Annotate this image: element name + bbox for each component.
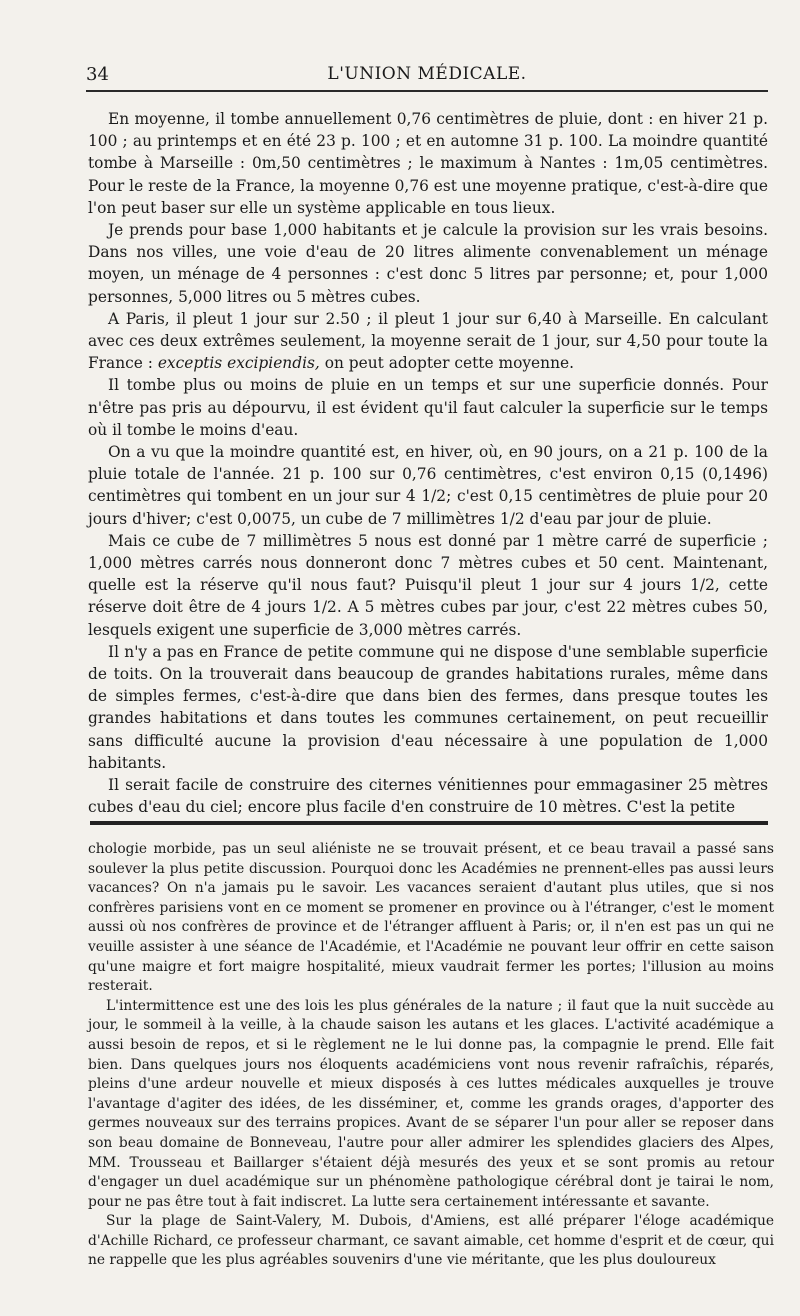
- paragraph: Sur la plage de Saint-Valery, M. Dubois, d'Amiens, est allé préparer l'éloge académique d'Achille Richard, ce professeur charmant, ce savant aimable, cet homme d'esprit et de cœur, qui ne rappelle que les plus agréables souvenirs d'une vie méritante, que les plus douloureux: [88, 1213, 774, 1269]
- paragraph: [88, 308, 768, 375]
- section-divider: [90, 821, 768, 825]
- page-number: 34: [86, 64, 109, 85]
- latin-phrase: exceptis excipiendis,: [157, 354, 320, 373]
- feuilleton-section: [88, 840, 774, 1271]
- journal-title: L'UNION MÉDICALE.: [327, 64, 527, 84]
- paragraph: Mais ce cube de 7 millimètres 5 nous est donné par 1 mètre carré de superficie ; 1,000 mètres carrés nous donneront donc 7 mètres cubes et 50 cent. Maintenant, quelle est la réserve qu'il nous faut? Puisqu'il pleut 1 jour sur 4 jours 1/2, cette réserve doit être de 4 jours 1/2. A 5 mètres cubes par jour, c'est 22 mètres cubes 50, lesquels exigent une superficie de 3,000 mètres carrés.: [88, 531, 768, 639]
- paragraph-text: on peut adopter cette moyenne.: [319, 354, 574, 373]
- paragraph: L'intermittence est une des lois les plus générales de la nature ; il faut que la nuit succède au jour, le sommeil à la veille, à la chaude saison les autans et les glaces. L'activité académique a aussi besoin de repos, et si le règlement ne le lui donne pas, la compagnie le prend. Elle fait bien. Dans quelques jours nos éloquents académiciens vont nous revenir rafraîchis, réparés, pleins d'une ardeur nouvelle et mieux disposés à ces luttes médicales auxquelles je trouve l'avantage d'agiter des idées, de les disséminer, et, comme les grands orages, d'apporter des germes nouveaux sur des terrains propices. Avant de se séparer l'un pour aller se reposer dans son beau domaine de Bonneveau, l'autre pour aller admirer les splendides glaciers des Alpes, MM. Trousseau et Baillarger s'étaient déjà mesurés des yeux et se sont promis au retour d'engager un duel académique sur un phénomène pathologique cérébral dont je tairai le nom, pour ne pas être tout à fait indiscret. La lutte sera certainement intéressante et savante.: [88, 997, 774, 1210]
- main-article: [88, 108, 768, 819]
- paragraph: chologie morbide, pas un seul aliéniste ne se trouvait présent, et ce beau travail a passé sans soulever la plus petite discussion. Pourquoi donc les Académies ne prennent-elles pas aussi leurs vacances? On n'a jamais pu le savoir. Les vacances seraient d'autant plus utiles, que si nos confrères parisiens vont en ce moment se promener en province ou à l'étranger, c'est le moment aussi où nos confrères de province et de l'étranger affluent à Paris; or, il n'en est pas un qui ne veuille assister à une séance de l'Académie, et l'Académie ne pouvant leur offrir en cette saison qu'une maigre et fort maigre hospitalité, mieux vaudrait fermer les portes; l'illusion au moins resterait.: [88, 841, 774, 995]
- paragraph: Il serait facile de construire des citernes vénitiennes pour emmagasiner 25 mètres cubes d'eau du ciel; encore plus facile d'en construire de 10 mètres. C'est la petite: [88, 776, 768, 817]
- paragraph: Je prends pour base 1,000 habitants et je calcule la provision sur les vrais besoins. Dans nos villes, une voie d'eau de 20 litres alimente convenablement un ménage moyen, un ménage de 4 personnes : c'est donc 5 litres par personne; et, pour 1,000 personnes, 5,000 litres ou 5 mètres cubes.: [88, 221, 768, 306]
- paragraph-text: A Paris, il pleut 1 jour sur 2.50 ; il pleut 1 jour sur 6,40 à Marseille. En calculant avec ces deux extrêmes seulement, la moyenne serait de 1 jour, sur 4,50 pour toute la France :: [88, 309, 768, 373]
- paragraph: Il tombe plus ou moins de pluie en un temps et sur une superficie donnés. Pour n'être pas pris au dépourvu, il est évident qu'il faut calculer la superficie sur le temps où il tombe le moins d'eau.: [88, 376, 768, 439]
- page-header: [86, 60, 768, 92]
- paragraph: On a vu que la moindre quantité est, en hiver, où, en 90 jours, on a 21 p. 100 de la pluie totale de l'année. 21 p. 100 sur 0,76 centimètres, c'est environ 0,15 (0,1496) centimètres qui tombent en un jour sur 4 1/2; c'est 0,15 centimètres de pluie pour 20 jours d'hiver; c'est 0,0075, un cube de 7 millimètres 1/2 d'eau par jour de pluie.: [88, 443, 768, 528]
- paragraph: En moyenne, il tombe annuellement 0,76 centimètres de pluie, dont : en hiver 21 p. 100 ; au printemps et en été 23 p. 100 ; et en automne 31 p. 100. La moindre quantité tombe à Marseille : 0m,50 centimètres ; le maximum à Nantes : 1m,05 centimètres. Pour le reste de la France, la moyenne 0,76 est une moyenne pratique, c'est-à-dire que l'on peut baser sur elle un système applicable en tous lieux.: [88, 110, 768, 217]
- paragraph: Il n'y a pas en France de petite commune qui ne dispose d'une semblable superficie de toits. On la trouverait dans beaucoup de grandes habitations rurales, même dans de simples fermes, c'est-à-dire que dans bien des fermes, dans presque toutes les grandes habitations et dans toutes les communes certainement, on peut recueillir sans difficulté aucune la provision d'eau nécessaire à une population de 1,000 habitants.: [88, 642, 768, 772]
